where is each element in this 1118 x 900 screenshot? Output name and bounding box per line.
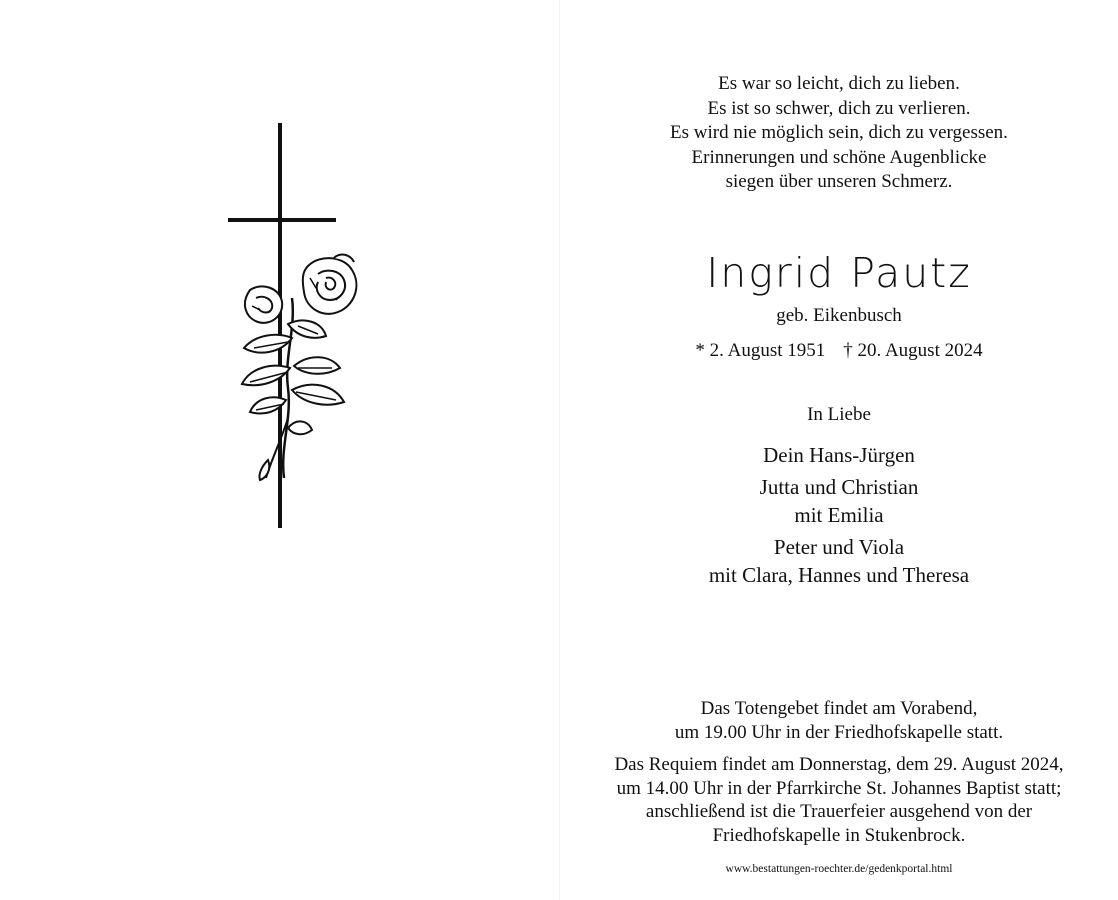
vigil-paragraph: [560, 697, 1118, 744]
service-info: [560, 697, 1118, 856]
service-line: Das Requiem findet am Donnerstag, dem 29. August 2024,: [614, 754, 1064, 775]
poem-line: siegen über unseren Schmerz.: [725, 171, 953, 192]
family-line: Dein Hans-Jürgen: [763, 443, 915, 467]
poem: [560, 72, 1118, 195]
death-date: † 20. August 2024: [843, 340, 983, 361]
service-line: um 14.00 Uhr in der Pfarrkirche St. Johannes Baptist statt;: [616, 777, 1062, 799]
family-line: Peter und Viola: [773, 535, 905, 559]
service-line: um 19.00 Uhr in der Friedhofskapelle statt.: [674, 721, 1004, 743]
maiden-name: geb. Eikenbusch: [776, 305, 902, 326]
family-line: mit Clara, Hannes und Theresa: [708, 563, 970, 587]
family-line: Jutta und Christian: [759, 475, 919, 499]
memorial-portal-url: www.bestattungen-roechter.de/gedenkportal.html: [725, 863, 953, 875]
family-list: [560, 441, 1118, 593]
family-group: [560, 441, 1118, 469]
family-line: mit Emilia: [794, 503, 884, 527]
poem-line: Es wird nie möglich sein, dich zu vergessen.: [670, 122, 1008, 143]
love-line: In Liebe: [807, 404, 871, 425]
right-page: [560, 0, 1118, 900]
life-dates: [560, 339, 1118, 363]
service-line: anschließend ist die Trauerfeier ausgehend von der: [645, 801, 1033, 822]
family-group: [560, 473, 1118, 529]
birth-date: * 2. August 1951: [695, 340, 826, 361]
service-line: Das Totengebet findet am Vorabend,: [700, 698, 978, 719]
requiem-paragraph: [560, 753, 1118, 847]
service-line: Friedhofskapelle in Stukenbrock.: [712, 824, 966, 846]
poem-line: Es ist so schwer, dich zu verlieren.: [707, 97, 971, 119]
family-group: [560, 533, 1118, 589]
cross-with-rose-icon: [222, 118, 367, 538]
poem-line: Es war so leicht, dich zu lieben.: [718, 73, 960, 94]
deceased-name: Ingrid Pautz: [706, 249, 972, 297]
poem-line: Erinnerungen und schöne Augenblicke: [691, 146, 987, 168]
